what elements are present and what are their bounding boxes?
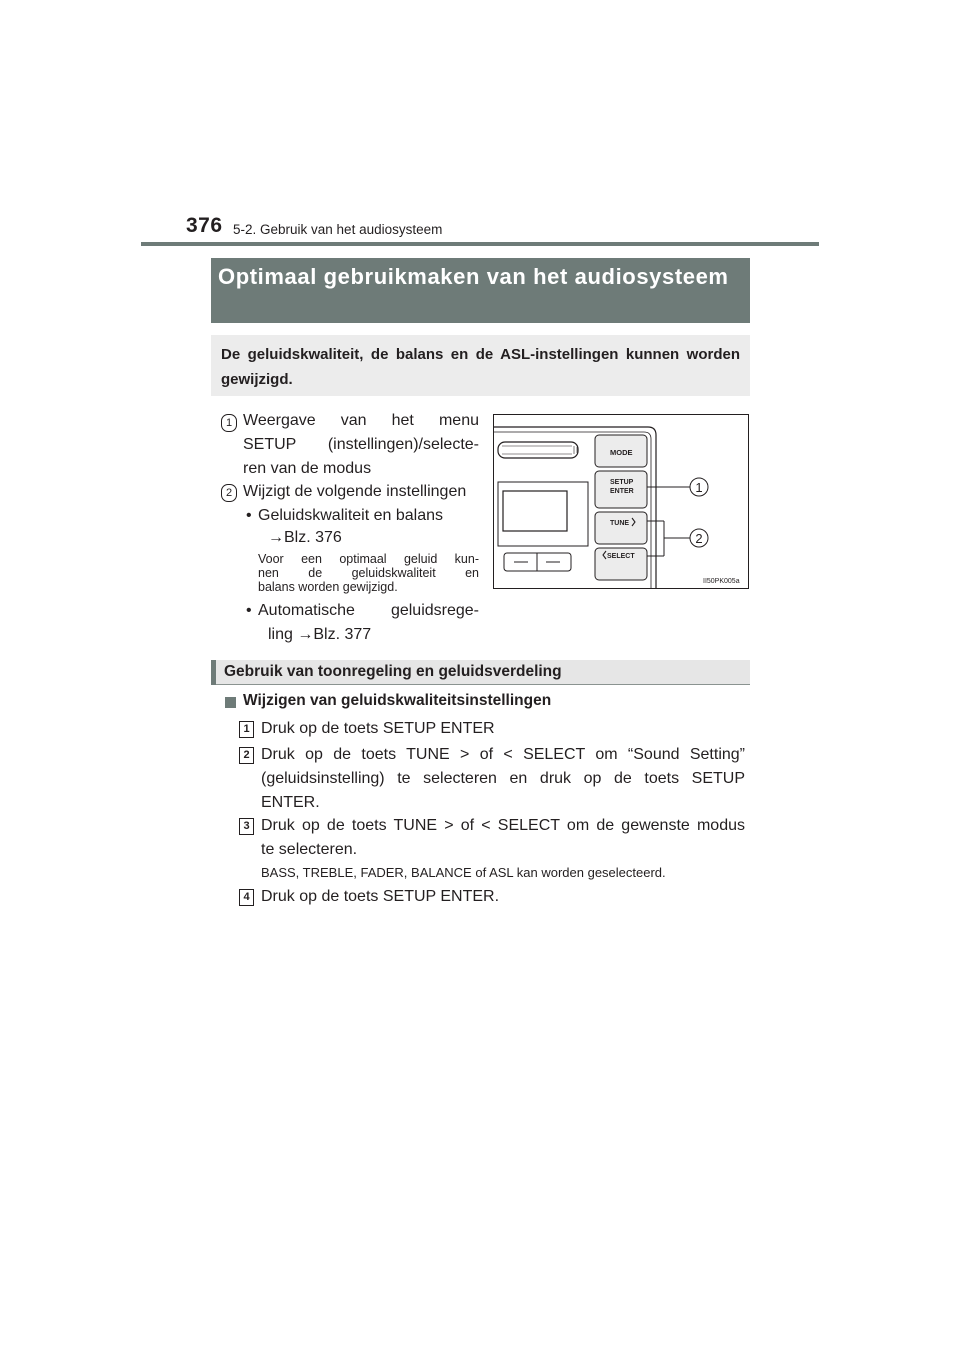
callout-number-1: 1 <box>221 414 237 432</box>
illustration-callout-2: 2 <box>695 531 703 546</box>
bullet-1-ref <box>268 526 342 550</box>
arrow-icon: → <box>297 626 314 643</box>
illustration-code: II50PK005a <box>703 578 740 585</box>
step-2-line-2: (geluidsinstelling) te selecteren en druk op de toets SETUP <box>261 770 745 787</box>
tune-button-label: TUNE <box>610 520 630 527</box>
subheading: Gebruik van toonregeling en geluidsverdeling <box>224 663 562 680</box>
page-reference[interactable]: Blz. 377 <box>313 626 372 643</box>
bullet-2-line-1: Automatische geluidsrege- <box>258 602 479 619</box>
arrow-icon: → <box>268 529 284 546</box>
item-1-line-3: ren van de modus <box>243 460 372 477</box>
step-number-1: 1 <box>239 721 254 738</box>
page-reference[interactable]: Blz. 376 <box>284 529 342 546</box>
step-3-note: BASS, TREBLE, FADER, BALANCE of ASL kan worden geselecteerd. <box>261 865 666 880</box>
item-2-text: Wijzigt de volgende instellingen <box>243 483 467 500</box>
item-1-line-2: SETUP (instellingen)/selecte- <box>243 436 479 453</box>
enter-button-label: ENTER <box>610 488 634 495</box>
bullet-2-line-2: ling →Blz. 377 <box>268 626 372 643</box>
select-button-label: SELECT <box>607 553 635 560</box>
mode-button-label: MODE <box>610 448 633 457</box>
step-1-text: Druk op de toets SETUP ENTER <box>261 720 495 737</box>
bullet-dot: • <box>246 602 252 619</box>
step-number-2: 2 <box>239 747 254 764</box>
procedure-title: Wijzigen van geluidskwaliteitsinstellingen <box>243 692 552 709</box>
bullet-1-note-line-3: balans worden gewijzigd. <box>258 580 398 594</box>
page-title: Optimaal gebruikmaken van het audiosysteem <box>218 264 729 289</box>
bullet-dot: • <box>246 507 252 524</box>
header-rule <box>141 242 819 246</box>
step-3-line-2: te selecteren. <box>261 841 358 858</box>
step-number-3: 3 <box>239 818 254 835</box>
bullet-1-text: Geluidskwaliteit en balans <box>258 507 443 524</box>
illustration-callout-1: 1 <box>695 480 703 495</box>
setup-button-label: SETUP <box>610 479 634 486</box>
step-number-4: 4 <box>239 889 254 906</box>
step-2-line-1: Druk op de toets TUNE > of < SELECT om “Sound Setting” <box>261 746 745 763</box>
square-bullet-icon <box>225 697 236 708</box>
bullet-1-note-line-2: nen de geluidskwaliteit en <box>258 566 479 580</box>
item-1-line-1: Weergave van het menu <box>243 412 479 429</box>
intro-text: De geluidskwaliteit, de balans en de ASL-instellingen kunnen worden gewijzigd. <box>221 346 740 388</box>
step-2-line-3: ENTER. <box>261 794 320 811</box>
step-3-line-1: Druk op de toets TUNE > of < SELECT om de gewenste modus <box>261 817 745 834</box>
subheading-accent <box>211 660 216 685</box>
audio-panel-illustration <box>493 414 749 589</box>
page-number: 376 <box>186 214 223 237</box>
step-4-text: Druk op de toets SETUP ENTER. <box>261 888 500 905</box>
audio-panel-drawing <box>494 415 748 588</box>
callout-number-2: 2 <box>221 484 237 502</box>
section-label: 5-2. Gebruik van het audiosysteem <box>233 222 443 237</box>
bullet-1-note-line-1: Voor een optimaal geluid kun- <box>258 552 479 566</box>
